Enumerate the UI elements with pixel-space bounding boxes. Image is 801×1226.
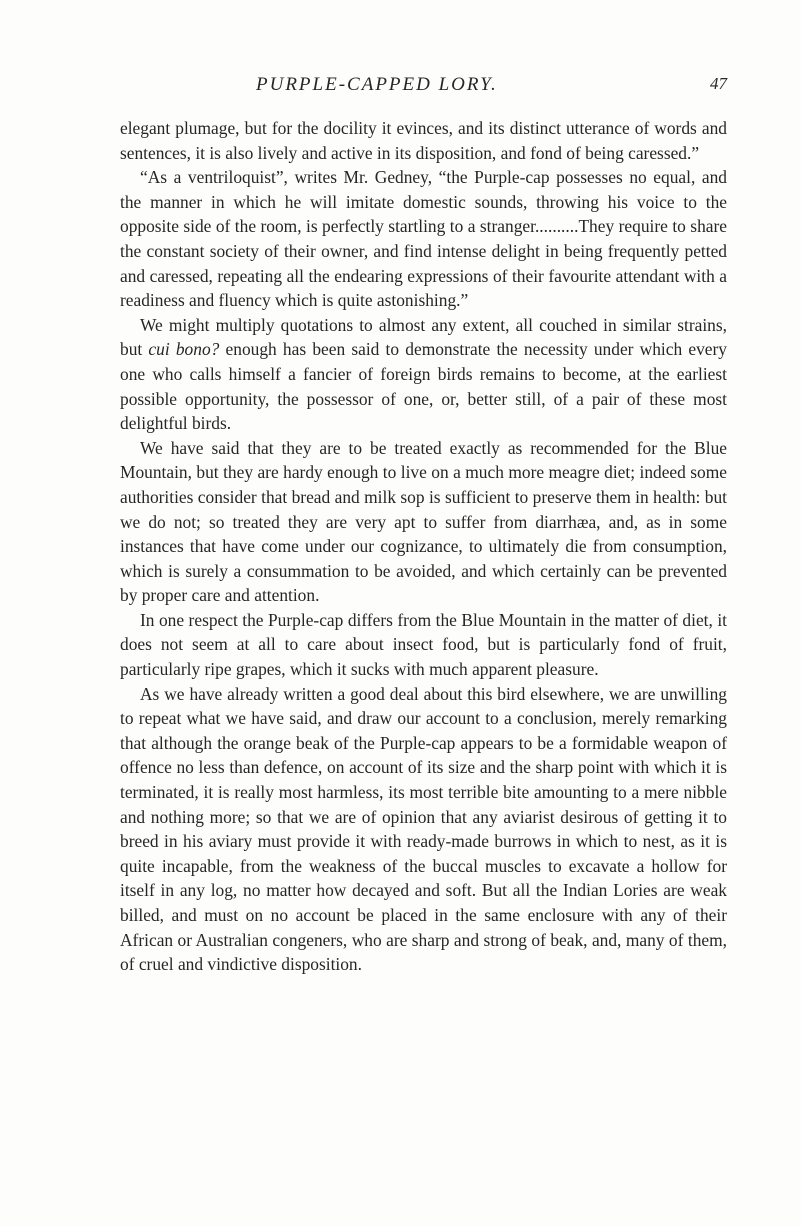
paragraph-text: enough has been said to demonstrate the necessity under which every one who calls himself a fancier of foreign birds remains to become, at the earliest possible opportunity, the possessor of one, or, better still, of a pair of these most delightful birds.	[120, 339, 727, 434]
paragraph-quotations	[120, 313, 727, 436]
latin-phrase: cui bono?	[148, 339, 220, 360]
paragraph-fruit	[120, 608, 727, 682]
paragraph-text: We might multiply quotations to almost any extent, all couched in similar strains, but	[120, 314, 727, 360]
body-text	[120, 116, 727, 977]
paragraph-diet	[120, 436, 727, 608]
page-header	[120, 74, 727, 98]
paragraph-continued	[120, 116, 727, 165]
paragraph-text: “As a ventriloquist”, writes Mr. Gedney, “the Purple-cap possesses no equal, and the manner in which he will imitate domestic sounds, throwing his voice to the opposite side of the room, is perfectly startling to a stranger..........They require to share the constant society of their owner, and find intense delight in being frequently petted and caressed, repeating all the endearing expressions of their favourite attendant with a readiness and fluency which is quite astonishing.”	[120, 167, 727, 311]
paragraph-text: As we have already written a good deal about this bird elsewhere, we are unwilling to repeat what we have said, and draw our account to a conclusion, merely remarking that although the orange beak of the Purple-cap appears to be a formidable weapon of offence no less than defence, on account of its size and the sharp point with which it is terminated, it is really most harmless, its most terrible bite amounting to a mere nibble and nothing more; so that we are of opinion that any aviarist desirous of getting it to breed in his aviary must provide it with ready-made burrows in which to nest, as it is quite incapable, from the weakness of the buccal muscles to excavate a hollow for itself in any log, no matter how decayed and soft. But all the Indian Lories are weak billed, and must on no account be placed in the same enclosure with any of their African or Australian congeners, who are sharp and strong of beak, and, many of them, of cruel and vindictive disposition.	[120, 683, 727, 975]
paragraph-text: elegant plumage, but for the docility it evinces, and its distinct utterance of words and sentences, it is also lively and active in its disposition, and fond of being caressed.”	[120, 118, 727, 163]
paragraph-conclusion	[120, 682, 727, 977]
paragraph-gedney-quote	[120, 165, 727, 313]
page-number: 47	[710, 74, 727, 93]
paragraph-text: We have said that they are to be treated exactly as recommended for the Blue Mountain, but they are hardy enough to live on a much more meagre diet; indeed some authorities consider that bread and milk sop is sufficient to preserve them in health: but we do not; so treated they are very apt to suffer from diarrhæa, and, as in some instances that have come under our cognizance, to ultimately die from consumption, which is surely a consummation to be avoided, and which certainly can be prevented by proper care and attention.	[120, 437, 727, 606]
paragraph-text: In one respect the Purple-cap differs from the Blue Mountain in the matter of diet, it does not seem at all to care about insect food, but is particularly fond of fruit, particularly ripe grapes, which it sucks with much apparent pleasure.	[120, 609, 727, 680]
running-title: PURPLE-CAPPED LORY.	[256, 74, 498, 95]
